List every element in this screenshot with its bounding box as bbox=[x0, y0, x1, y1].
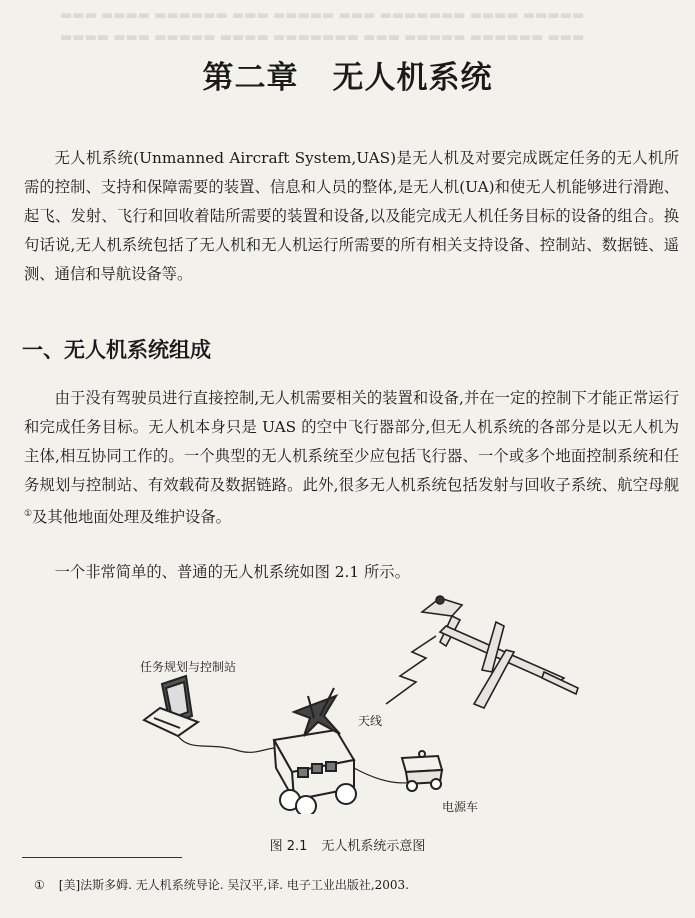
chapter-name: 无人机系统 bbox=[332, 60, 493, 96]
section-heading: 一、无人机系统组成 bbox=[22, 338, 211, 362]
show-through-text: ▬▬▬▬ ▬▬▬ ▬▬▬▬▬ ▬▬▬▬ ▬▬▬▬▬▬▬ ▬▬▬ ▬▬▬▬▬ ▬▬▬▬▬▬ ▬▬▬ bbox=[60, 30, 585, 45]
antenna-label: 天线 bbox=[358, 714, 383, 728]
chapter-title bbox=[0, 52, 695, 97]
footnote-text: [美]法斯多姆. 无人机系统导论. 吴汉平,译. 电子工业出版社,2003. bbox=[58, 878, 410, 892]
footnote-mark: ① bbox=[34, 878, 45, 892]
power-vehicle-label: 电源车 bbox=[442, 800, 479, 814]
intro-paragraph: 无人机系统(Unmanned Aircraft System,UAS)是无人机及对要完成既定任务的无人机所需的控制、支持和保障需要的装置、信息和人员的整体,是无人机(UA)和使无人机能够进行滑跑、起飞、发射、飞行和回收着陆所需要的装置和设备,以及能完成无人机任务目标的设备的组合。换句话说,无人机系统包括了无人机和无人机运行所需要的所有相关支持设备、控制站、数据链、遥测、通信和导航设备等。 bbox=[24, 149, 679, 283]
control-station-label: 任务规划与控制站 bbox=[140, 660, 237, 674]
figure-caption bbox=[0, 835, 695, 854]
show-through-text: ▬▬▬ ▬▬▬▬ ▬▬▬▬▬▬ ▬▬▬ ▬▬▬▬▬ ▬▬▬ ▬▬▬▬▬▬▬ ▬▬▬▬ ▬▬▬▬▬ bbox=[60, 8, 585, 23]
ground-control-vehicle-drawing bbox=[274, 688, 356, 814]
power-vehicle-drawing bbox=[402, 751, 442, 791]
uas-diagram bbox=[140, 592, 630, 814]
figure-caption-text: 无人机系统示意图 bbox=[321, 839, 426, 854]
uav-aircraft-drawing bbox=[422, 596, 578, 708]
laptop-cable bbox=[178, 736, 290, 752]
uas-diagram-drawing bbox=[140, 592, 630, 814]
body-paragraph-2: 一个非常简单的、普通的无人机系统如图 2.1 所示。 bbox=[54, 563, 410, 581]
datalink-signal bbox=[386, 636, 436, 704]
laptop-drawing bbox=[144, 676, 198, 736]
body-paragraph-1-text-b: 及其他地面处理及维护设备。 bbox=[32, 508, 231, 527]
chapter-number: 第二章 bbox=[202, 60, 299, 96]
body-paragraph-1 bbox=[24, 384, 679, 532]
body-paragraph-1-text-a: 由于没有驾驶员进行直接控制,无人机需要相关的装置和设备,并在一定的控制下才能正常运行和完成任务目标。无人机本身只是 UAS 的空中飞行器部分,但无人机系统的各部分是以无人机为主体,相互协同工作的。一个典型的无人机系统至少应包括飞行器、一个或多个地面控制系统和任务规划与控制站、有效载荷及数据链路。此外,很多无人机系统包括发射与回收子系统、航空母舰 bbox=[24, 389, 679, 494]
footnote-rule bbox=[22, 857, 182, 858]
footnote bbox=[34, 876, 409, 893]
footnote-reference: ① bbox=[24, 509, 33, 519]
figure-number: 图 2.1 bbox=[269, 839, 308, 854]
